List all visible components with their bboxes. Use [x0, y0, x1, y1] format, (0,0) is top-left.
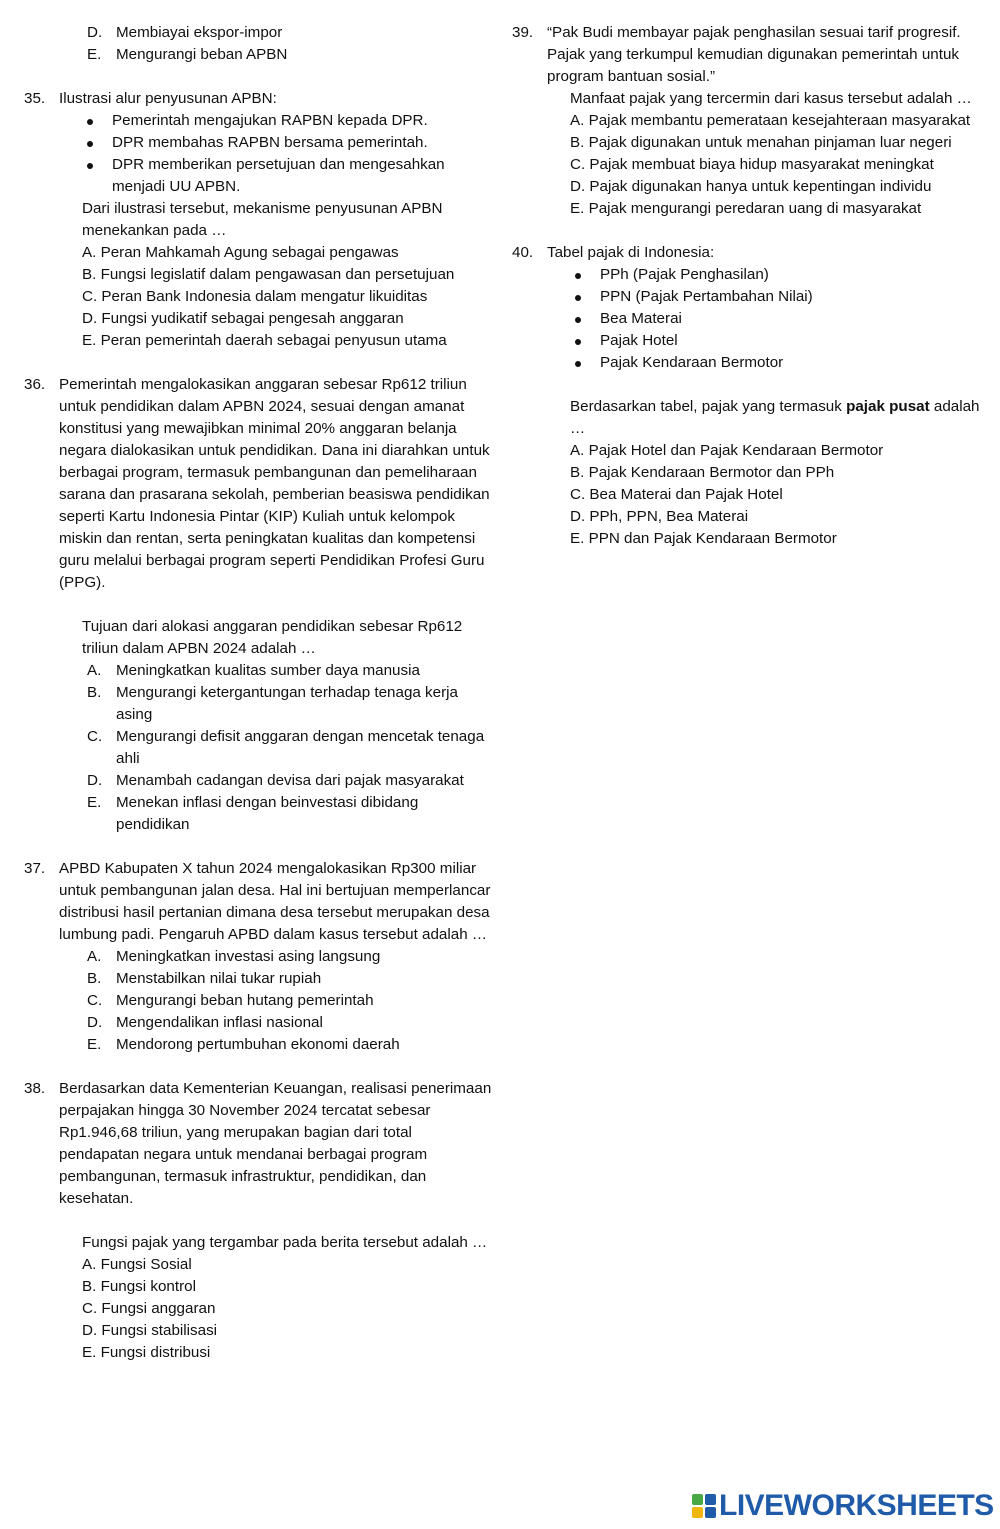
q35-option-b[interactable]: B. Fungsi legislatif dalam pengawasan dan persetujuan	[82, 266, 455, 283]
q40-option-d[interactable]: D. PPh, PPN, Bea Materai	[570, 508, 749, 525]
right-column	[512, 22, 982, 572]
logo-mark-icon	[692, 1494, 716, 1518]
option-letter: C.	[87, 728, 103, 745]
q34-option-d[interactable]	[24, 22, 494, 44]
question-36	[24, 374, 494, 836]
q39-option-a[interactable]: A. Pajak membantu pemerataan kesejahteraan masyarakat	[570, 112, 971, 129]
option-text: Mengendalikan inflasi nasional	[116, 1014, 323, 1031]
bullet-dot	[575, 317, 581, 323]
option-letter: D.	[87, 24, 103, 41]
question-number: 35.	[24, 90, 46, 107]
q39-option-e[interactable]: E. Pajak mengurangi peredaran uang di masyarakat	[570, 200, 922, 217]
logo-text: LIVEWORKSHEETS	[719, 1489, 994, 1522]
question-number: 40.	[512, 244, 534, 261]
bullet-dot	[575, 339, 581, 345]
bullet-item: Bea Materai	[512, 308, 982, 330]
option-letter: E.	[87, 1036, 102, 1053]
question-prompt: Tujuan dari alokasi anggaran pendidikan sebesar Rp612 triliun dalam APBN 2024 adalah …	[82, 618, 463, 657]
bullet-dot	[575, 295, 581, 301]
option-letter: A.	[87, 662, 102, 679]
q40-option-a[interactable]: A. Pajak Hotel dan Pajak Kendaraan Bermotor	[570, 442, 884, 459]
q38-option-b[interactable]: B. Fungsi kontrol	[82, 1278, 196, 1295]
question-number: 38.	[24, 1080, 46, 1097]
question-intro: Ilustrasi alur penyusunan APBN:	[59, 90, 277, 107]
option-text: Menstabilkan nilai tukar rupiah	[116, 970, 322, 987]
bullet-item: DPR memberikan persetujuan dan mengesahkan menjadi UU APBN.	[24, 154, 494, 198]
question-prompt: Fungsi pajak yang tergambar pada berita tersebut adalah …	[82, 1234, 488, 1251]
option-letter: D.	[87, 772, 103, 789]
q40-option-b[interactable]: B. Pajak Kendaraan Bermotor dan PPh	[570, 464, 835, 481]
bullet-item: Pajak Hotel	[512, 330, 982, 352]
q34-option-e[interactable]	[24, 44, 494, 66]
option-text: Mengurangi defisit anggaran dengan mencetak tenaga ahli	[116, 728, 485, 767]
option-text: Mendorong pertumbuhan ekonomi daerah	[116, 1036, 400, 1053]
bullet-item: PPh (Pajak Penghasilan)	[512, 264, 982, 286]
question-number: 37.	[24, 860, 46, 877]
option-letter: D.	[87, 1014, 103, 1031]
question-38	[24, 1078, 494, 1364]
question-stem: APBD Kabupaten X tahun 2024 mengalokasikan Rp300 miliar untuk pembangunan jalan desa. Hal ini bertujuan memperlancar distribusi hasil pertanian dimana desa tersebut merupakan desa lumbung padi. Pengaruh APBD dalam kasus tersebut adalah …	[59, 860, 491, 943]
question-stem: Berdasarkan data Kementerian Keuangan, realisasi penerimaan perpajakan hingga 30 November 2024 tercatat sebesar Rp1.946,68 triliun, yang merupakan bagian dari total pendapatan negara untuk mendanai berbagai program pembangunan, termasuk infrastruktur, pendidikan, dan kesehatan.	[59, 1080, 492, 1207]
q38-option-d[interactable]: D. Fungsi stabilisasi	[82, 1322, 218, 1339]
option-text: Menambah cadangan devisa dari pajak masyarakat	[116, 772, 464, 789]
q40-option-e[interactable]: E. PPN dan Pajak Kendaraan Bermotor	[570, 530, 837, 547]
question-stem: Pemerintah mengalokasikan anggaran sebesar Rp612 triliun untuk pendidikan dalam APBN 2024, sesuai dengan amanat konstitusi yang mewajibkan minimal 20% anggaran belanja negara dialokasikan untuk pendidikan. Dana ini diarahkan untuk berbagai program, termasuk pembangunan dan pemeliharaan sarana dan prasarana sekolah, pemberian beasiswa pendidikan seperti Kartu Indonesia Pintar (KIP) Kuliah untuk kelompok miskin dan rentan, serta peningkatan kualitas dan kompetensi guru melalui berbagai program seperti Pendidikan Profesi Guru (PPG).	[59, 376, 490, 591]
bullet-dot	[87, 119, 93, 125]
q40-option-c[interactable]: C. Bea Materai dan Pajak Hotel	[570, 486, 783, 503]
q36-option-c[interactable]	[24, 726, 494, 770]
question-40	[512, 242, 982, 550]
question-prompt: Dari ilustrasi tersebut, mekanisme penyusunan APBN menekankan pada …	[82, 200, 443, 239]
q37-option-b[interactable]	[24, 968, 494, 990]
bullet-item: PPN (Pajak Pertambahan Nilai)	[512, 286, 982, 308]
question-prompt: Berdasarkan tabel, pajak yang termasuk pajak pusat adalah …	[570, 398, 980, 437]
q36-option-a[interactable]	[24, 660, 494, 682]
question-number: 39.	[512, 24, 534, 41]
option-text: Membiayai ekspor-impor	[116, 24, 283, 41]
bullet-dot	[575, 273, 581, 279]
option-letter: B.	[87, 970, 102, 987]
q37-option-d[interactable]	[24, 1012, 494, 1034]
left-column	[24, 22, 494, 1386]
q36-option-e[interactable]	[24, 792, 494, 836]
q35-option-a[interactable]: A. Peran Mahkamah Agung sebagai pengawas	[82, 244, 399, 261]
question-34-tail	[24, 22, 494, 66]
q35-option-d[interactable]: D. Fungsi yudikatif sebagai pengesah anggaran	[82, 310, 404, 327]
question-intro: Tabel pajak di Indonesia:	[547, 244, 715, 261]
option-text: Meningkatkan kualitas sumber daya manusia	[116, 662, 420, 679]
question-number: 36.	[24, 376, 46, 393]
bullet-item: Pemerintah mengajukan RAPBN kepada DPR.	[24, 110, 494, 132]
option-text: Mengurangi ketergantungan terhadap tenaga kerja asing	[116, 684, 458, 723]
q38-option-c[interactable]: C. Fungsi anggaran	[82, 1300, 216, 1317]
liveworksheets-logo	[692, 1490, 994, 1522]
question-stem: “Pak Budi membayar pajak penghasilan sesuai tarif progresif. Pajak yang terkumpul kemudian digunakan pemerintah untuk program bantuan sosial.”	[547, 24, 961, 85]
question-prompt: Manfaat pajak yang tercermin dari kasus tersebut adalah …	[570, 90, 972, 107]
option-letter: A.	[87, 948, 102, 965]
option-text: Mengurangi beban APBN	[116, 46, 288, 63]
bullet-item: DPR membahas RAPBN bersama pemerintah.	[24, 132, 494, 154]
q38-option-a[interactable]: A. Fungsi Sosial	[82, 1256, 192, 1273]
q37-option-e[interactable]	[24, 1034, 494, 1056]
option-text: Mengurangi beban hutang pemerintah	[116, 992, 374, 1009]
option-letter: E.	[87, 794, 102, 811]
q36-option-d[interactable]	[24, 770, 494, 792]
bold-term: pajak pusat	[846, 398, 930, 415]
q39-option-b[interactable]: B. Pajak digunakan untuk menahan pinjaman luar negeri	[570, 134, 952, 151]
bullet-dot	[575, 361, 581, 367]
q38-option-e[interactable]: E. Fungsi distribusi	[82, 1344, 211, 1361]
q37-option-a[interactable]	[24, 946, 494, 968]
question-35	[24, 88, 494, 352]
question-37	[24, 858, 494, 1056]
bullet-dot	[87, 163, 93, 169]
bullet-dot	[87, 141, 93, 147]
q39-option-d[interactable]: D. Pajak digunakan hanya untuk kepentingan individu	[570, 178, 932, 195]
q35-option-e[interactable]: E. Peran pemerintah daerah sebagai penyusun utama	[82, 332, 447, 349]
q35-option-c[interactable]: C. Peran Bank Indonesia dalam mengatur likuiditas	[82, 288, 428, 305]
option-letter: E.	[87, 46, 102, 63]
q37-option-c[interactable]	[24, 990, 494, 1012]
option-text: Menekan inflasi dengan beinvestasi dibidang pendidikan	[116, 794, 419, 833]
bullet-item: Pajak Kendaraan Bermotor	[512, 352, 982, 374]
q39-option-c[interactable]: C. Pajak membuat biaya hidup masyarakat meningkat	[570, 156, 934, 173]
option-letter: C.	[87, 992, 103, 1009]
option-letter: B.	[87, 684, 102, 701]
question-39	[512, 22, 982, 220]
q36-option-b[interactable]	[24, 682, 494, 726]
option-text: Meningkatkan investasi asing langsung	[116, 948, 381, 965]
